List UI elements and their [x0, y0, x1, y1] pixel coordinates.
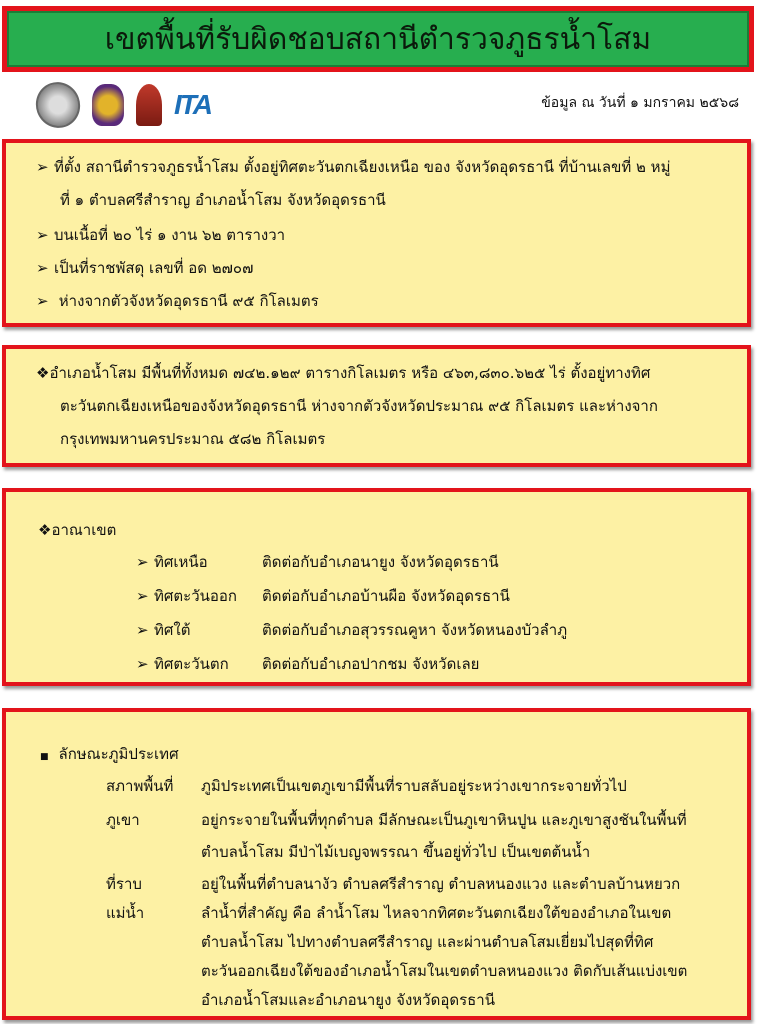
temple-logo	[136, 84, 162, 126]
logo-row	[36, 82, 211, 128]
diamond-bullet-icon: ❖	[38, 521, 52, 539]
terrain-text: อำเภอน้ำโสมและอำเภอนายูง จังหวัดอุดรธานี	[201, 991, 495, 1009]
date-note: ข้อมูล ณ วันที่ ๑ มกราคม ๒๕๖๘	[541, 95, 739, 111]
terrain-label: แม่น้ำ	[106, 904, 145, 922]
boundary-text: ติดต่อกับอำเภอปากชม จังหวัดเลย	[262, 655, 480, 673]
boundary-text: ติดต่อกับอำเภอสุวรรณคูหา จังหวัดหนองบัวลำภู	[262, 621, 568, 639]
boundary-item: ➢ ทิศตะวันตก	[136, 655, 229, 673]
terrain-label: ภูเขา	[106, 811, 140, 829]
square-bullet-icon: ■	[40, 752, 49, 762]
arrow-bullet-icon: ➢	[36, 158, 49, 176]
terrain-text: ภูมิประเทศเป็นเขตภูเขามีพื้นที่ราบสลับอยู่ระหว่างเขากระจายทั่วไป	[201, 777, 627, 795]
location-item: ➢ บนเนื้อที่ ๒๐ ไร่ ๑ งาน ๖๒ ตารางวา	[36, 226, 286, 244]
crest-logo	[92, 84, 124, 126]
location-item: ➢ ห่างจากตัวจังหวัดอุดรธานี ๙๕ กิโลเมตร	[36, 292, 319, 310]
arrow-bullet-icon: ➢	[36, 259, 49, 277]
terrain-text: ลำน้ำที่สำคัญ คือ ลำน้ำโสม ไหลจากทิศตะวันตกเฉียงใต้ของอำเภอในเขต	[201, 904, 672, 922]
location-item: ➢ ที่ตั้ง สถานีตำรวจภูธรน้ำโสม ตั้งอยู่ทิศตะวันตกเฉียงเหนือ ของ จังหวัดอุดรธานี ที่บ้านเลขที่ ๒ หมู่	[36, 158, 671, 176]
district-panel	[2, 345, 751, 467]
district-line: ❖อำเภอน้ำโสม มีพื้นที่ทั้งหมด ๗๔๒.๑๒๙ ตารางกิโลเมตร หรือ ๔๖๓,๘๓๐.๖๒๕ ไร่ ตั้งอยู่ทางทิศ	[36, 364, 651, 382]
arrow-bullet-icon: ➢	[36, 292, 49, 310]
location-item: ➢ เป็นที่ราชพัสดุ เลขที่ อด ๒๗๐๗	[36, 259, 254, 277]
page-title: เขตพื้นที่รับผิดชอบสถานีตำรวจภูธรน้ำโสม	[2, 6, 754, 72]
boundary-item: ➢ ทิศเหนือ	[136, 553, 208, 571]
arrow-bullet-icon: ➢	[136, 553, 149, 571]
boundary-item: ➢ ทิศตะวันออก	[136, 587, 237, 605]
terrain-text: ตำบลน้ำโสม ไปทางตำบลศรีสำราญ และผ่านตำบลโสมเยี่ยมไปสุดที่ทิศ	[201, 933, 654, 951]
district-line: ตะวันตกเฉียงเหนือของจังหวัดอุดรธานี ห่างจากตัวจังหวัดประมาณ ๙๕ กิโลเมตร และห่างจาก	[60, 397, 658, 415]
arrow-bullet-icon: ➢	[136, 621, 149, 639]
location-item: ที่ ๑ ตำบลศรีสำราญ อำเภอน้ำโสม จังหวัดอุดรธานี	[60, 191, 386, 209]
terrain-text: อยู่กระจายในพื้นที่ทุกตำบล มีลักษณะเป็นภูเขาหินปูน และภูเขาสูงชันในพื้นที่	[201, 811, 687, 829]
diamond-bullet-icon: ❖	[36, 364, 50, 382]
terrain-label: ที่ราบ	[106, 875, 142, 893]
boundaries-panel	[2, 488, 751, 686]
district-line: กรุงเทพมหานครประมาณ ๕๘๒ กิโลเมตร	[60, 430, 326, 448]
location-panel	[2, 139, 751, 327]
terrain-text: อยู่ในพื้นที่ตำบลนางัว ตำบลศรีสำราญ ตำบลหนองแวง และตำบลบ้านหยวก	[201, 875, 681, 893]
boundary-text: ติดต่อกับอำเภอบ้านผือ จังหวัดอุดรธานี	[262, 587, 510, 605]
terrain-heading: ■ ลักษณะภูมิประเทศ	[40, 745, 179, 763]
boundaries-heading: ❖อาณาเขต	[38, 521, 117, 539]
terrain-panel	[2, 708, 751, 1020]
ita-logo: ITA	[174, 89, 212, 120]
terrain-label: สภาพพื้นที่	[106, 777, 174, 795]
terrain-text: ตำบลน้ำโสม มีป่าไม้เบญจพรรณา ขึ้นอยู่ทั่วไป เป็นเขตต้นน้ำ	[201, 843, 591, 861]
arrow-bullet-icon: ➢	[136, 587, 149, 605]
arrow-bullet-icon: ➢	[136, 655, 149, 673]
boundary-item: ➢ ทิศใต้	[136, 621, 191, 639]
terrain-text: ตะวันออกเฉียงใต้ของอำเภอน้ำโสมในเขตตำบลหนองแวง ติดกับเส้นแบ่งเขต	[201, 962, 688, 980]
arrow-bullet-icon: ➢	[36, 226, 49, 244]
police-shield-logo	[29, 76, 86, 134]
boundary-text: ติดต่อกับอำเภอนายูง จังหวัดอุดรธานี	[262, 553, 499, 571]
